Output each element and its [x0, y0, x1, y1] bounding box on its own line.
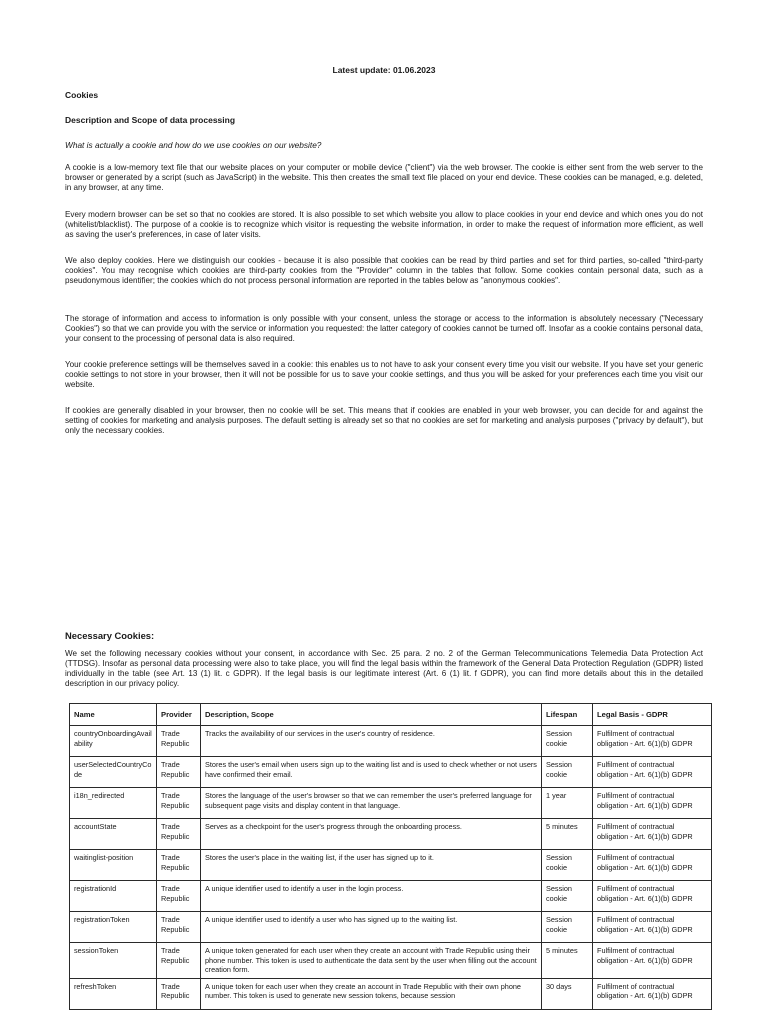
table-row: [70, 850, 712, 881]
cookie-lifespan: Session cookie: [542, 912, 593, 943]
column-header-lifespan: Lifespan: [542, 704, 593, 726]
cookie-provider: Trade Republic: [157, 819, 201, 850]
table-row: [70, 943, 712, 979]
cookie-provider: Trade Republic: [157, 912, 201, 943]
cookie-lifespan: Session cookie: [542, 726, 593, 757]
paragraph-disabled-cookies: If cookies are generally disabled in your browser, then no cookie will be set. This means that if cookies are enabled in your web browser, you can decide for and against the setting of cookies for marketing and analysis purposes. The default setting is already set so that no cookies are set for marketing and analysis purposes ("privacy by default"), but only the necessary cookies.: [65, 406, 703, 436]
cookie-lifespan: 30 days: [542, 978, 593, 1009]
cookie-provider: Trade Republic: [157, 757, 201, 788]
cookie-description: Stores the language of the user's browser so that we can remember the user's preferred language for subsequent page visits and display content in that language.: [201, 788, 542, 819]
paragraph-cookie-definition: A cookie is a low-memory text file that our website places on your computer or mobile device ("client") via the web browser. The cookie is either sent from the web server to the browser or generated by a script (such as JavaScript) in the website. This then creates the small text file placed on your end device. These cookies can be managed, e.g. deleted, in any browser, at any time.: [65, 163, 703, 193]
table-row: [70, 881, 712, 912]
cookie-description: Tracks the availability of our services in the user's country of residence.: [201, 726, 542, 757]
column-header-name: Name: [70, 704, 157, 726]
cookie-description: Serves as a checkpoint for the user's progress through the onboarding process.: [201, 819, 542, 850]
cookie-legal-basis: Fulfilment of contractual obligation - Art. 6(1)(b) GDPR: [593, 881, 712, 912]
cookie-provider: Trade Republic: [157, 978, 201, 1009]
cookie-lifespan: 1 year: [542, 788, 593, 819]
cookie-name: refreshToken: [70, 978, 157, 1009]
cookie-provider: Trade Republic: [157, 881, 201, 912]
cookie-name: registrationId: [70, 881, 157, 912]
table-row: [70, 726, 712, 757]
cookie-provider: Trade Republic: [157, 788, 201, 819]
cookie-provider: Trade Republic: [157, 850, 201, 881]
column-header-description: Description, Scope: [201, 704, 542, 726]
cookie-legal-basis: Fulfilment of contractual obligation - Art. 6(1)(b) GDPR: [593, 850, 712, 881]
cookie-legal-basis: Fulfilment of contractual obligation - Art. 6(1)(b) GDPR: [593, 757, 712, 788]
latest-update: Latest update: 01.06.2023: [332, 65, 436, 75]
cookie-name: i18n_redirected: [70, 788, 157, 819]
cookie-name: accountState: [70, 819, 157, 850]
cookie-lifespan: Session cookie: [542, 850, 593, 881]
cookie-description: Stores the user's email when users sign up to the waiting list and is used to check whether or not users have confirmed their email.: [201, 757, 542, 788]
cookie-lifespan: 5 minutes: [542, 943, 593, 979]
necessary-cookies-text: We set the following necessary cookies without your consent, in accordance with Sec. 25 para. 2 no. 2 of the German Telecommunications Telemedia Data Protection Act (TTDSG). Insofar as personal data processing were also to take place, you will find the legal basis within the framework of the General Data Protection Regulation (GDPR) listed individually in the table (see Art. 13 (1) lit. c GDPR). If the legal basis is our legitimate interest (Art. 6 (1) lit. f GDPR), you can find more details about this in the detailed description in our privacy policy.: [65, 649, 703, 689]
intro-question: What is actually a cookie and how do we use cookies on our website?: [65, 140, 322, 150]
paragraph-third-party: We also deploy cookies. Here we distinguish our cookies - because it is also possible that cookies can be read by third parties and set for third parties, so-called "third-party cookies". You may recognise which cookies are third-party cookies from the "Provider" column in the tables that follow. Some cookies contain personal data, such as a pseudonymous identifier; the cookies which do not process personal information are reported in the tables below as "anonymous cookies".: [65, 256, 703, 286]
cookie-legal-basis: Fulfilment of contractual obligation - Art. 6(1)(b) GDPR: [593, 726, 712, 757]
cookies-heading: Cookies: [65, 90, 99, 100]
cookie-name: userSelectedCountryCode: [70, 757, 157, 788]
column-header-provider: Provider: [157, 704, 201, 726]
column-header-legal-basis: Legal Basis - GDPR: [593, 704, 712, 726]
necessary-cookies-title: Necessary Cookies:: [65, 630, 155, 641]
cookie-lifespan: 5 minutes: [542, 819, 593, 850]
table-row: [70, 788, 712, 819]
cookie-legal-basis: Fulfilment of contractual obligation - Art. 6(1)(b) GDPR: [593, 978, 712, 1009]
scope-heading: Description and Scope of data processing: [65, 115, 236, 125]
table-row: [70, 978, 712, 1009]
table-row: [70, 757, 712, 788]
cookie-name: countryOnboardingAvailability: [70, 726, 157, 757]
paragraph-preferences: Your cookie preference settings will be themselves saved in a cookie: this enables us to not have to ask your consent every time you visit our website. If you have set your generic cookie settings to not store in your browser, then it will not be possible for us to save your cookie settings, and thus you will be asked for your preferences each time you visit our website.: [65, 360, 703, 390]
cookie-name: waitinglist-position: [70, 850, 157, 881]
paragraph-consent: The storage of information and access to information is only possible with your consent, unless the storage or access to the information is absolutely necessary ("Necessary Cookies") so that we can provide you with the service or information you requested: the latter category of cookies cannot be turned off. Insofar as a cookie contains personal data, your consent to the processing of personal data is also required.: [65, 314, 703, 344]
cookie-name: registrationToken: [70, 912, 157, 943]
necessary-cookies-table: [69, 703, 712, 1010]
table-row: [70, 912, 712, 943]
cookie-description: Stores the user's place in the waiting list, if the user has signed up to it.: [201, 850, 542, 881]
cookie-description: A unique identifier used to identify a user in the login process.: [201, 881, 542, 912]
cookie-lifespan: Session cookie: [542, 757, 593, 788]
cookie-legal-basis: Fulfilment of contractual obligation - Art. 6(1)(b) GDPR: [593, 943, 712, 979]
cookie-name: sessionToken: [70, 943, 157, 979]
cookie-lifespan: Session cookie: [542, 881, 593, 912]
table-row: [70, 819, 712, 850]
cookie-legal-basis: Fulfilment of contractual obligation - Art. 6(1)(b) GDPR: [593, 819, 712, 850]
cookie-provider: Trade Republic: [157, 726, 201, 757]
table-header-row: [70, 704, 712, 726]
cookie-description: A unique identifier used to identify a user who has signed up to the waiting list.: [201, 912, 542, 943]
paragraph-browser-settings: Every modern browser can be set so that no cookies are stored. It is also possible to set which website you allow to place cookies in your end device and which ones you do not (whitelist/blacklist). The purpose of a cookie is to recognize which visitor is requesting the website information, in order to make the request of information more efficient, as well as saving the user's preferences, in case of later visits.: [65, 210, 703, 240]
cookie-provider: Trade Republic: [157, 943, 201, 979]
cookie-legal-basis: Fulfilment of contractual obligation - Art. 6(1)(b) GDPR: [593, 788, 712, 819]
cookie-legal-basis: Fulfilment of contractual obligation - Art. 6(1)(b) GDPR: [593, 912, 712, 943]
cookie-description: A unique token generated for each user when they create an account with Trade Republic using their phone number. This token is used to authenticate the data sent by the user when filling out the account creation form.: [201, 943, 542, 979]
cookie-description: A unique token for each user when they create an account in Trade Republic with their own phone number. This token is used to generate new session tokens, because session: [201, 978, 542, 1009]
